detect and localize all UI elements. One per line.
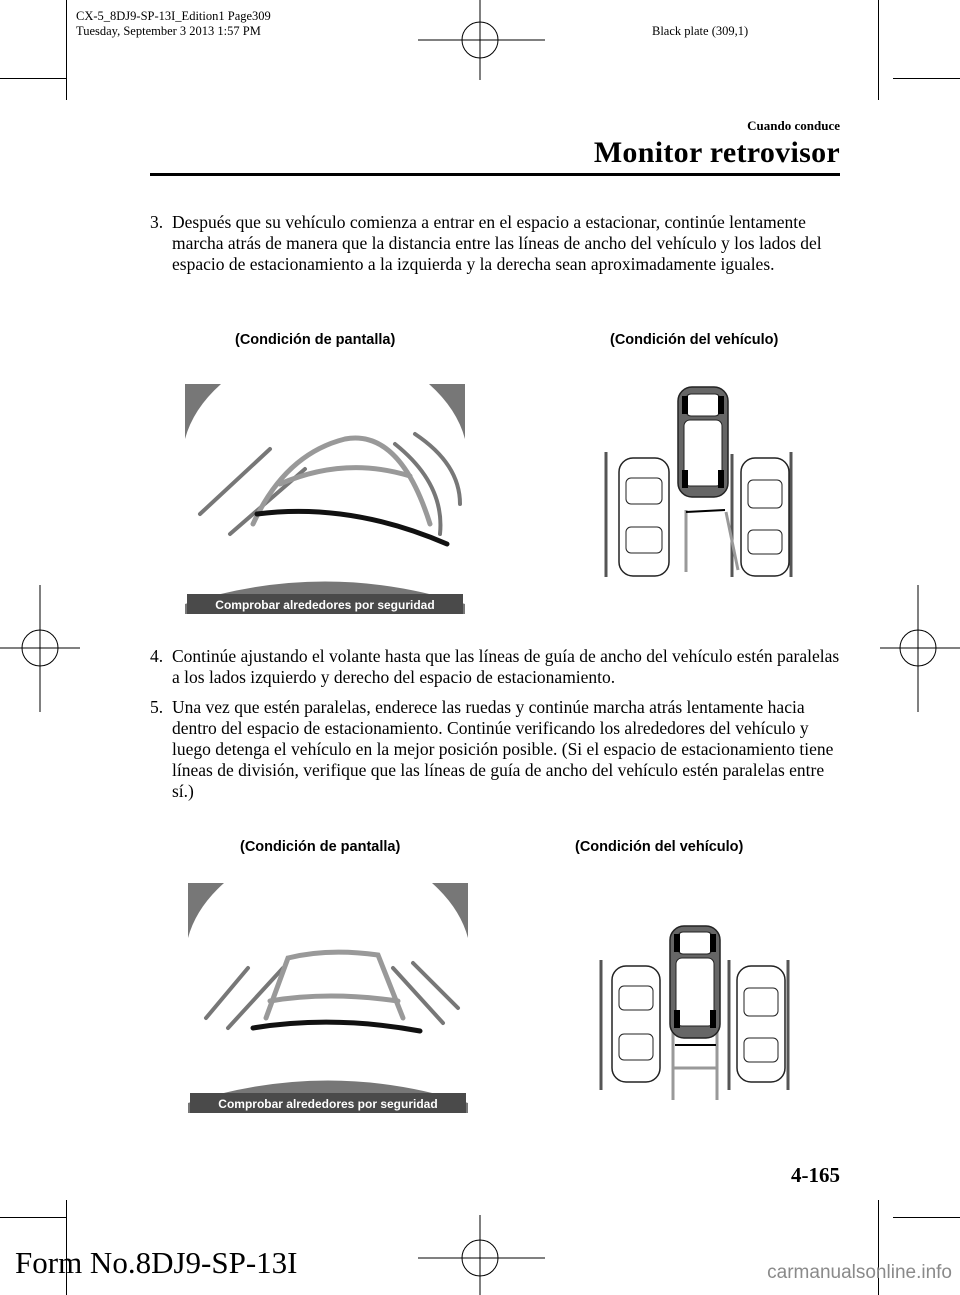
- step-number: 3.: [150, 212, 164, 232]
- left-parked-car: [619, 458, 669, 576]
- screen-warning-label: Comprobar alrededores por seguridad: [215, 598, 435, 612]
- print-date: Tuesday, September 3 2013 1:57 PM: [76, 24, 261, 38]
- step-number: 4.: [150, 646, 164, 666]
- right-parked-car: [737, 966, 785, 1082]
- rear-camera-screen: [188, 883, 468, 1113]
- vehicle-parking-diagram: [595, 922, 795, 1102]
- screen-condition-caption: (Condición de pantalla): [235, 332, 396, 348]
- header-rule: [150, 173, 840, 176]
- step-text: Después que su vehículo comienza a entrar en el espacio a estacionar, continúe lentamente marcha atrás de manera que la distancia entre las líneas de ancho del vehículo y los lados del espacio de estacionamiento a la izquierda y la derecha sean aproximadamente iguales.: [172, 212, 822, 274]
- plate-info: Black plate (309,1): [652, 24, 749, 38]
- section-subtitle: Cuando conduce: [747, 118, 840, 133]
- step-text: Una vez que estén paralelas, enderece las ruedas y continúe marcha atrás lentamente hacia dentro del espacio de estacionamiento. Continúe verificando los alrededores del vehículo y luego detenga el vehículo en la mejor posición posible. (Si el espacio de estacionamiento tiene líneas de división, verifique que las líneas de guía de ancho del vehículo estén paralelas entre sí.): [172, 697, 834, 801]
- vehicle-parking-diagram: [600, 382, 800, 582]
- reversing-car: [670, 926, 720, 1038]
- screen-condition-caption: (Condición de pantalla): [240, 839, 401, 855]
- step-5: [150, 697, 840, 802]
- page-number: 4-165: [791, 1163, 840, 1187]
- step-3: [150, 212, 840, 275]
- reversing-car: [678, 387, 728, 497]
- step-4: [150, 646, 840, 688]
- step-number: 5.: [150, 697, 164, 717]
- rear-camera-screen: [185, 384, 465, 614]
- screen-warning-label: Comprobar alrededores por seguridad: [218, 1097, 438, 1111]
- form-number: Form No.8DJ9-SP-13I: [15, 1245, 298, 1280]
- step-text: Continúe ajustando el volante hasta que las líneas de guía de ancho del vehículo estén paralelas a los lados izquierdo y derecho del espacio de estacionamiento.: [172, 646, 840, 687]
- vehicle-condition-caption: (Condición del vehículo): [575, 839, 744, 855]
- watermark[interactable]: carmanualsonline.info: [767, 1262, 952, 1283]
- print-info: [76, 9, 271, 39]
- vehicle-condition-caption: (Condición del vehículo): [610, 332, 779, 348]
- right-parked-car: [741, 458, 789, 576]
- left-parked-car: [612, 966, 660, 1082]
- page-title: Monitor retrovisor: [593, 136, 840, 169]
- print-file-name: CX-5_8DJ9-SP-13I_Edition1 Page309: [76, 9, 271, 23]
